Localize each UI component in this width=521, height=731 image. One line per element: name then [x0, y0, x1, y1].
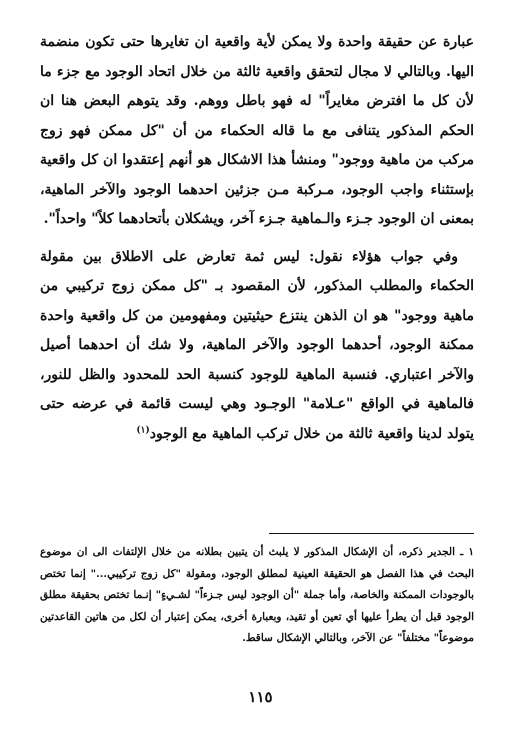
paragraph-2 — [40, 243, 474, 450]
paragraph-2-text: وفي جواب هؤلاء نقول: ليس ثمة تعارض على الاطلاق بين مقولة الحكماء والمطلب المذكور، لأن المقصود بـ "كل ممكن زوج تركيبي من ماهية ووجود" هو ان الذهن ينتزع حيثيتين ومفهومين من كل واقعية واحدة ممكنة الوجود، أحدهما الوجود والآخر الماهية، ولا شك أن احدهما أصيل والآخر اعتباري. فنسبة الماهية للوجود كنسبة الحد للمحدود والظل للنور، فالماهية في الواقع "عـلامة" الوجـود وهي ليست قائمة في عرضه حتى يتولد لدينا واقعية ثالثة من خلال تركب الماهية مع الوجود — [40, 248, 474, 442]
page-number: ١١٥ — [248, 688, 273, 706]
footnote-separator — [269, 533, 474, 534]
footnote-text: ١ ـ الجدير ذكره، أن الإشكال المذكور لا يلبث أن يتبين بطلانه من خلال الإلتفات الى ان موضوع البحث في هذا الفصل هو الحقيقة العينية لمطلق الوجود، ومقولة "كل زوج تركيبي..." إنما تختص بالوجودات الممكنة والخاصة، وأما جملة "أن الوجود ليس جـزءاً" لشـيءٍ" إنـما تختص بحقيقة مطلق الوجود قبل أن يطرأ عليها أي تعين أو تقيد، وبعبارة أخرى، يمكن إعتبار أن لكل من هاتين القاعدتين موضوعاً" مختلفاً" عن الآخر، وبالتالي الإشكال ساقط. — [40, 546, 474, 644]
main-text — [40, 28, 474, 449]
footnote — [40, 542, 474, 650]
paragraph-1: عبارة عن حقيقة واحدة ولا يمكن لأية واقعية ان تغايرها حتى تكون منضمة اليها. وبالتالي لا مجال لتحقق واقعية ثالثة من خلال اتحاد الوجود مع جزء ما لأن كل ما افترض مغايراً" له فهو باطل ووهم. وقد يتوهم البعض هنا ان الحكم المذكور يتنافى مع ما قاله الحكماء من أن "كل ممكن فهو زوج مركب من ماهية ووجود" ومنشأ هذا الاشكال هو أنهم إعتقدوا ان كل واقعية بإستثناء واجب الوجود، مـركبة مـن جزئين احدهما الوجود والآخر الماهية، بمعنى ان الوجود جـزء والـماهية جـزء آخر، ويشكلان بأتحادهما كلاً" واحداً". — [40, 34, 474, 227]
footnote-reference: (١) — [136, 424, 150, 435]
